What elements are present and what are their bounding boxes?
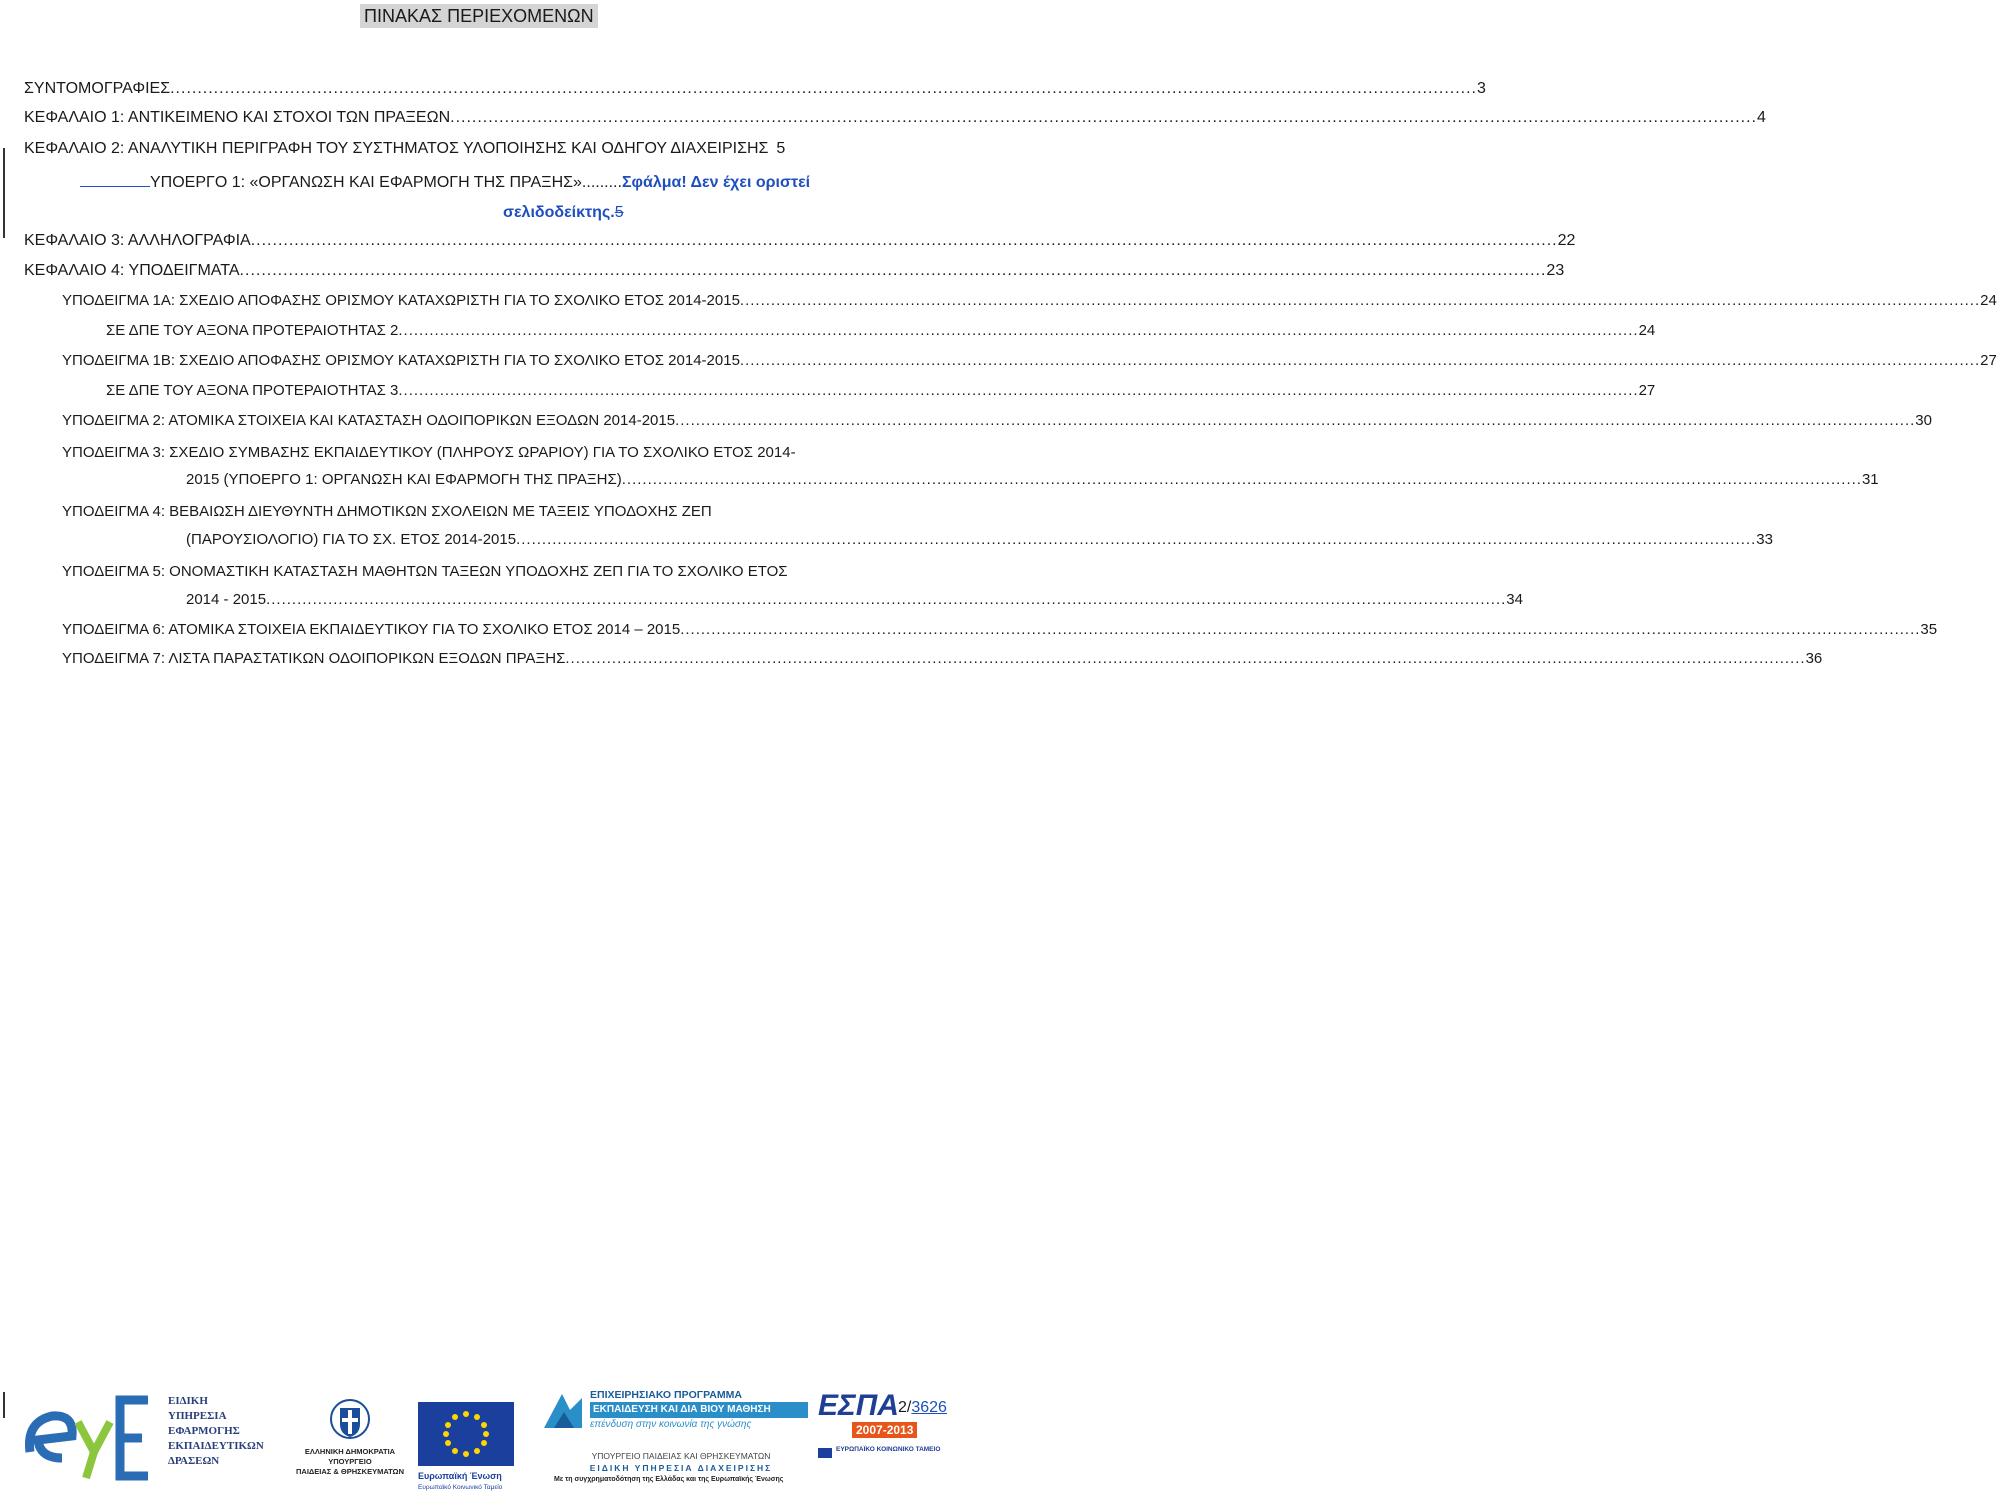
toc-entry[interactable] — [62, 561, 788, 583]
footer-logos — [0, 1380, 960, 1496]
toc-error-text: Σφάλμα! Δεν έχει οριστεί — [621, 174, 811, 191]
toc-entry[interactable] — [62, 292, 1997, 314]
op-text-line: επένδυση στην κοινωνία της γνώσης — [590, 1419, 752, 1430]
toc-entry[interactable] — [62, 442, 796, 464]
toc-entry[interactable] — [62, 412, 1932, 434]
op-text-line: Με τη συγχρηματοδότηση της Ελλάδας και της Ευρωπαϊκής Ένωσης — [554, 1476, 784, 1483]
toc-page-number: 30 — [1915, 412, 1932, 429]
toc-entry-cont[interactable] — [186, 531, 1773, 553]
eye-text-line: ΕΚΠΑΙΔΕΥΤΙΚΩΝ — [168, 1440, 264, 1452]
toc-page-number: 5 — [614, 204, 624, 221]
toc-page-number: 23 — [1546, 262, 1565, 279]
toc-entry-label: ΚΕΦΑΛΑΙΟ 3: ΑΛΛΗΛΟΓΡΑΦΙΑ — [24, 232, 251, 249]
page-number — [898, 1398, 947, 1418]
toc-leader-dots: ................................................................................................................................................................................................................................................ — [739, 352, 1981, 369]
toc-leader-dots: ................................................................................................................................................................................................................................................ — [680, 621, 1921, 638]
eye-text-line: ΥΠΗΡΕΣΙΑ — [168, 1410, 227, 1422]
toc-leader-dots: ................................................................................................................................................................................................................................................ — [398, 322, 1639, 339]
eu-logo — [418, 1402, 526, 1490]
toc-page-number: 5 — [776, 140, 786, 157]
toc-leader-dots: ................................................................................................................................................................................................................................................ — [565, 650, 1806, 667]
toc-entry-label: ΣΕ ΔΠΕ ΤΟΥ ΑΞΟΝΑ ΠΡΟΤΕΡΑΙΟΤΗΤΑΣ 2 — [106, 322, 399, 339]
toc-page-number: 35 — [1920, 621, 1938, 638]
toc-entry-label: ΥΠΟΔΕΙΓΜΑ 4: ΒΕΒΑΙΩΣΗ ΔΙΕΥΘΥΝΤΗ ΔΗΜΟΤΙΚΩΝ ΣΧΟΛΕΙΩΝ ΜΕ ΤΑΞΕΙΣ ΥΠΟΔΟΧΗΣ ΖΕΠ — [62, 503, 712, 520]
page-number-total: 3626 — [911, 1399, 947, 1416]
toc-entry[interactable] — [24, 262, 1565, 284]
op-logo — [540, 1388, 808, 1494]
toc-entry-label: ΥΠΟΔΕΙΓΜΑ 1Β: ΣΧΕΔΙΟ ΑΠΟΦΑΣΗΣ ΟΡΙΣΜΟΥ ΚΑΤΑΧΩΡΙΣΤΗ ΓΙΑ ΤΟ ΣΧΟΛΙΚΟ ΕΤΟΣ 2014-2015 — [62, 352, 740, 369]
toc-entry-cont[interactable] — [186, 471, 1879, 493]
eye-logo — [22, 1392, 162, 1484]
espa-years: 2007-2013 — [852, 1422, 917, 1438]
toc-leader-dots: ................................................................................................................................................................................................................................................ — [516, 531, 1757, 548]
toc-entry-label: ΥΠΟΔΕΙΓΜΑ 2: ΑΤΟΜΙΚΑ ΣΤΟΙΧΕΙΑ ΚΑΙ ΚΑΤΑΣΤΑΣΗ ΟΔΟΙΠΟΡΙΚΩΝ ΕΞΟΔΩΝ 2014-2015 — [62, 412, 676, 429]
toc-entry[interactable] — [62, 352, 1997, 374]
eye-text-line: ΕΦΑΡΜΟΓΗΣ — [168, 1425, 240, 1437]
greek-coat-of-arms-icon — [330, 1396, 370, 1442]
ministry-text-line: ΠΑΙΔΕΙΑΣ & ΘΡΗΣΚΕΥΜΑΤΩΝ — [296, 1467, 404, 1476]
toc-entry-label: ΚΕΦΑΛΑΙΟ 4: ΥΠΟΔΕΙΓΜΑΤΑ — [24, 262, 240, 279]
toc-entry-label: (ΠΑΡΟΥΣΙΟΛΟΓΙΟ) ΓΙΑ ΤΟ ΣΧ. ΕΤΟΣ 2014-2015 — [186, 531, 517, 548]
eu-flag-small-icon — [818, 1448, 832, 1458]
toc-entry[interactable] — [62, 621, 1938, 643]
eye-text — [168, 1394, 280, 1469]
toc-entry-label: ΣΕ ΔΠΕ ΤΟΥ ΑΞΟΝΑ ΠΡΟΤΕΡΑΙΟΤΗΤΑΣ 3 — [106, 382, 399, 399]
toc-entry[interactable] — [24, 140, 956, 162]
toc-entry-label: ΥΠΟΕΡΓΟ 1: «ΟΡΓΑΝΩΣΗ ΚΑΙ ΕΦΑΡΜΟΓΗ ΤΗΣ ΠΡΑΞΗΣ» — [150, 174, 582, 191]
toc-leader-dots: ................................................................................................................................................................................................................................................ — [398, 382, 1639, 399]
toc-entry[interactable] — [106, 322, 1656, 344]
toc-page-number: 27 — [1638, 382, 1656, 399]
toc-leader-dots: ................................................................................................................................................................................................................................................ — [266, 591, 1507, 608]
eye-text-line: ΔΡΑΣΕΩΝ — [168, 1455, 220, 1467]
toc-entry-cont[interactable] — [186, 591, 1523, 613]
toc-page-number: 24 — [1980, 292, 1997, 309]
toc-entry[interactable] — [106, 382, 1656, 404]
op-emblem-icon — [540, 1388, 586, 1434]
ministry-logo — [288, 1396, 412, 1492]
toc-entry-label: ΣΥΝΤΟΜΟΓΡΑΦΙΕΣ — [24, 80, 171, 97]
toc-leader-dots: ................................................................................................................................................................................................................................................ — [450, 109, 1757, 126]
op-text-line: ΕΠΙΧΕΙΡΗΣΙΑΚΟ ΠΡΟΓΡΑΜΜΑ — [590, 1389, 742, 1401]
toc-entry-label: 2015 (ΥΠΟΕΡΓΟ 1: ΟΡΓΑΝΩΣΗ ΚΑΙ ΕΦΑΡΜΟΓΗ ΤΗΣ ΠΡΑΞΗΣ) — [186, 471, 622, 488]
op-text-line: ΕΙΔΙΚΗ ΥΠΗΡΕΣΙΑ ΔΙΑΧΕΙΡΙΣΗΣ — [589, 1463, 773, 1473]
toc-leader-dots: ................................................................................................................................................................................................................................................ — [239, 262, 1547, 279]
eu-text-line: Ευρωπαϊκή Ένωση — [418, 1471, 502, 1481]
tracked-change-underline — [80, 186, 150, 187]
page-title: ΠΙΝΑΚΑΣ ΠΕΡΙΕΧΟΜΕΝΩΝ — [360, 4, 598, 28]
toc-entry-label: ΥΠΟΔΕΙΓΜΑ 7: ΛΙΣΤΑ ΠΑΡΑΣΤΑΤΙΚΩΝ ΟΔΟΙΠΟΡΙΚΩΝ ΕΞΟΔΩΝ ΠΡΑΞΗΣ — [62, 650, 566, 667]
toc-page-number: 24 — [1638, 322, 1656, 339]
toc-entry-label: ΥΠΟΔΕΙΓΜΑ 1Α: ΣΧΕΔΙΟ ΑΠΟΦΑΣΗΣ ΟΡΙΣΜΟΥ ΚΑΤΑΧΩΡΙΣΤΗ ΓΙΑ ΤΟ ΣΧΟΛΙΚΟ ΕΤΟΣ 2014-2015 — [62, 292, 740, 309]
toc-entry-label: ΥΠΟΔΕΙΓΜΑ 6: ΑΤΟΜΙΚΑ ΣΤΟΙΧΕΙΑ ΕΚΠΑΙΔΕΥΤΙΚΟΥ ΓΙΑ ΤΟ ΣΧΟΛΙΚΟ ΕΤΟΣ 2014 – 2015 — [62, 621, 681, 638]
toc-leader-dots: ................................................................................................................................................................................................................................................ — [250, 232, 1558, 249]
toc-leader-dots: ................................................................................................................................................................................................................................................ — [675, 412, 1916, 429]
toc-leader-dots: ................................................................................................................................................................................................................................................ — [170, 80, 1477, 97]
toc-page-number: 31 — [1861, 471, 1879, 488]
toc-page-number: 4 — [1757, 109, 1766, 126]
op-text-line: ΥΠΟΥΡΓΕΙΟ ΠΑΙΔΕΙΑΣ ΚΑΙ ΘΡΗΣΚΕΥΜΑΤΩΝ — [591, 1451, 771, 1461]
toc-page-number: 27 — [1980, 352, 1997, 369]
toc-entry[interactable] — [62, 650, 1823, 672]
eu-text-line: Ευρωπαϊκό Κοινωνικό Ταμείο — [418, 1484, 503, 1491]
toc-entry-cont — [503, 202, 624, 224]
toc-entry[interactable] — [80, 172, 956, 194]
eye-text-line: ΕΙΔΙΚΗ — [168, 1395, 208, 1407]
toc-page-number: 34 — [1506, 591, 1523, 608]
toc-entry[interactable] — [24, 80, 1486, 102]
toc-entry-label: ΥΠΟΔΕΙΓΜΑ 5: ΟΝΟΜΑΣΤΙΚΗ ΚΑΤΑΣΤΑΣΗ ΜΑΘΗΤΩΝ ΤΑΞΕΩΝ ΥΠΟΔΟΧΗΣ ΖΕΠ ΓΙΑ ΤΟ ΣΧΟΛΙΚΟ ΕΤΟΣ — [62, 563, 788, 580]
op-text-line: ΕΚΠΑΙΔΕΥΣΗ ΚΑΙ ΔΙΑ ΒΙΟΥ ΜΑΘΗΣΗ — [590, 1402, 808, 1418]
toc-page-number: 33 — [1756, 531, 1773, 548]
toc-page-number: 36 — [1805, 650, 1823, 667]
espa-text: ΕΥΡΩΠΑΪΚΟ ΚΟΙΝΩΝΙΚΟ ΤΑΜΕΙΟ — [836, 1446, 941, 1453]
espa-title: ΕΣΠΑ — [818, 1389, 899, 1422]
toc-entry[interactable] — [62, 501, 712, 523]
change-bar — [3, 148, 5, 238]
toc-entry-label: ΥΠΟΔΕΙΓΜΑ 3: ΣΧΕΔΙΟ ΣΥΜΒΑΣΗΣ ΕΚΠΑΙΔΕΥΤΙΚΟΥ (ΠΛΗΡΟΥΣ ΩΡΑΡΙΟΥ) ΓΙΑ ΤΟ ΣΧΟΛΙΚΟ ΕΤΟΣ 2014- — [62, 444, 796, 461]
page-number-current: 2/ — [898, 1399, 912, 1416]
toc-error-text: σελιδοδείκτης. — [503, 204, 615, 221]
toc-entry[interactable] — [24, 109, 1766, 131]
toc-entry[interactable] — [24, 232, 1576, 254]
eye-logo-icon — [22, 1392, 162, 1484]
toc-leader-dots: ......... — [581, 174, 622, 191]
ministry-text-line: ΥΠΟΥΡΓΕΙΟ — [328, 1457, 372, 1466]
toc-page-number: 3 — [1476, 80, 1486, 97]
toc-entry-label: 2014 - 2015 — [186, 591, 267, 608]
toc-leader-dots: ................................................................................................................................................................................................................................................ — [739, 292, 1981, 309]
eu-flag-icon — [418, 1402, 514, 1466]
toc-page-number: 22 — [1557, 232, 1576, 249]
toc-entry-label: ΚΕΦΑΛΑΙΟ 1: ΑΝΤΙΚΕΙΜΕΝΟ ΚΑΙ ΣΤΟΧΟΙ ΤΩΝ ΠΡΑΞΕΩΝ — [24, 109, 451, 126]
ministry-text-line: ΕΛΛΗΝΙΚΗ ΔΗΜΟΚΡΑΤΙΑ — [304, 1447, 396, 1456]
toc-entry-label: ΚΕΦΑΛΑΙΟ 2: ΑΝΑΛΥΤΙΚΗ ΠΕΡΙΓΡΑΦΗ ΤΟΥ ΣΥΣΤΗΜΑΤΟΣ ΥΛΟΠΟΙΗΣΗΣ ΚΑΙ ΟΔΗΓΟΥ ΔΙΑΧΕΙΡΙΣΗΣ — [24, 140, 769, 157]
toc-leader-dots: ................................................................................................................................................................................................................................................ — [621, 471, 1862, 488]
